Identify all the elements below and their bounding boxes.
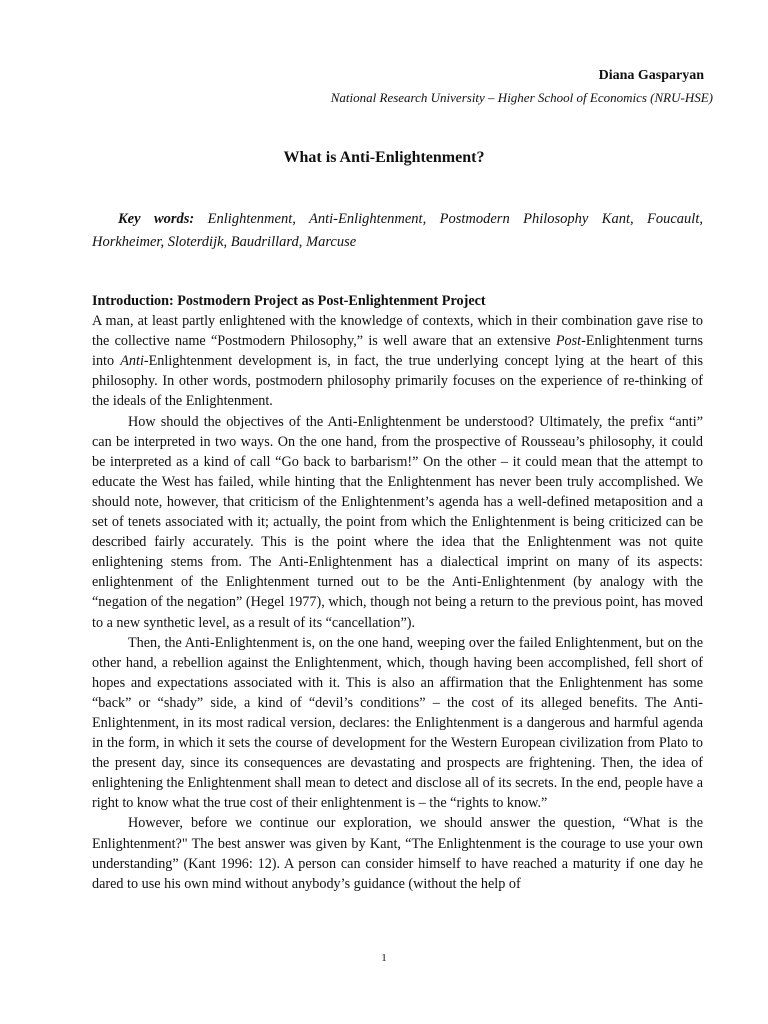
- paragraph-1: [92, 311, 703, 411]
- paragraph-4: However, before we continue our exploration, we should answer the question, “What is the Enlightenment?" The best answer was given by Kant, “The Enlightenment is the courage to use your own understanding” (Kant 1996: 12). A person can consider himself to have reached a maturity if one day he dared to use his own mind without anybody’s guidance (without the help of: [92, 815, 703, 892]
- paragraph-2: How should the objectives of the Anti-Enlightenment be understood? Ultimately, the prefix “anti” can be interpreted in two ways. On the one hand, from the prospective of Rousseau’s philosophy, it could be interpreted as a kind of call “Go back to barbarism!” On the other – it could mean that the attempt to educate the West has failed, while hinting that the Enlightenment has never been truly accomplished. We should note, however, that criticism of the Enlightenment’s agenda has a well-defined metaposition and a set of tenets associated with it; actually, the point from which the Enlightenment is being criticized can be described fairly accurately. This is the point where the idea that the Enlightenment was not quite enlightening stems from. The Anti-Enlightenment has a dialectical imprint on many of its aspects: enlightenment of the Enlightenment turned out to be the Anti-Enlightenment (by analogy with the “negation of the negation” (Hegel 1977), which, though not being a return to the previous point, has moved to a new synthetic level, as a result of its “cancellation”).: [92, 413, 703, 631]
- section-heading: Introduction: Postmodern Project as Post-Enlightenment Project: [92, 293, 486, 309]
- paragraph-1-italic-anti: Anti: [120, 353, 144, 370]
- author-affiliation: National Research University – Higher School of Economics (NRU-HSE): [330, 90, 713, 105]
- paper-title: What is Anti-Enlightenment?: [283, 149, 485, 166]
- keywords-block: [92, 208, 703, 254]
- paragraph-1-text-a: A man, at least partly enlightened with the knowledge of contexts, which in their combination gave rise to the collective name “Postmodern Philosophy,” is well aware that an extensive: [92, 313, 703, 350]
- paragraph-3: Then, the Anti-Enlightenment is, on the one hand, weeping over the failed Enlightenment, but on the other hand, a rebellion against the Enlightenment, which, though having been accomplished, fell short of hopes and expectations associated with it. This is also an affirmation that the Enlightenment has some “back” or “shady” side, a kind of “devil’s conditions” – the cost of its alleged benefits. The Anti-Enlightenment, in its most radical version, declares: the Enlightenment is a dangerous and harmful agenda in the form, in which it sets the course of development for the Western European civilization from Plato to the present day, since its consequences are devastating and prospects are frightening. Then, the idea of enlightening the Enlightenment shall mean to detect and disclose all of its secrets. In the end, people have a right to know what the true cost of their enlightenment is – the “rights to know.”: [92, 634, 703, 812]
- author-name: Diana Gasparyan: [598, 68, 704, 83]
- paragraph-1-text-c: -Enlightenment development is, in fact, the true underlying concept lying at the heart of this philosophy. In other words, postmodern philosophy primarily focuses on the experience of re-thinking of the ideals of the Enlightenment.: [92, 353, 703, 410]
- body-text: [92, 291, 703, 894]
- paragraph-1-text-b: Enlightenment turns into: [92, 333, 703, 370]
- paragraph-1-italic-post: Post-: [555, 333, 586, 350]
- keywords-list: Enlightenment, Anti-Enlightenment, Postmodern Philosophy Kant, Foucault, Horkheimer, Sloterdijk, Baudrillard, Marcuse: [92, 211, 703, 250]
- page-number: 1: [381, 952, 387, 964]
- keywords-label: Key words:: [118, 211, 195, 227]
